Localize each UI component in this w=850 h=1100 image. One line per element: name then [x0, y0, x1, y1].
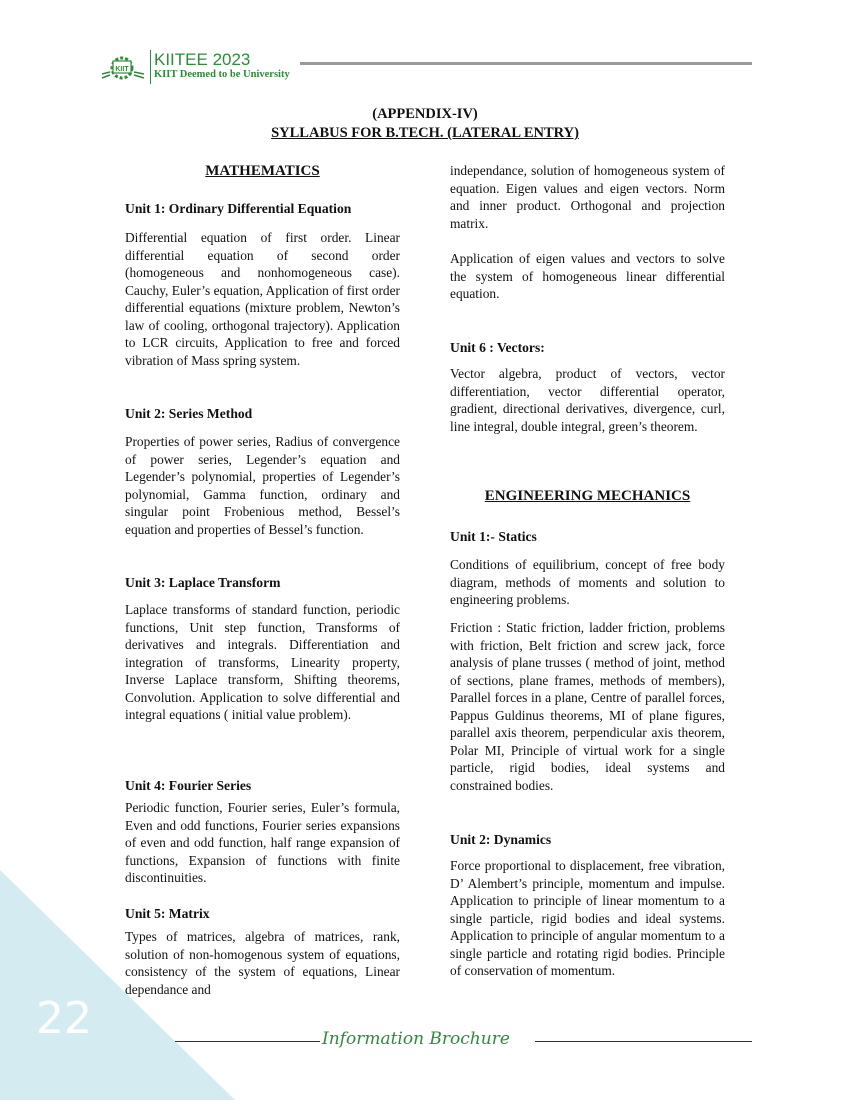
math-unit4-text: Periodic function, Fourier series, Euler’s formula, Even and odd functions, Fourier series expansions of even and odd function, half range expansion of functions, Expansion of functions with finite discontinuities.: [125, 800, 400, 885]
math-unit6-text: Vector algebra, product of vectors, vector differentiation, vector differential operator, gradient, directional derivatives, divergence, curl, line integral, double integral, green’s theorem.: [450, 366, 725, 434]
engineering-mechanics-title: ENGINEERING MECHANICS: [484, 488, 691, 504]
header-rule: [300, 62, 752, 65]
syllabus-title: SYLLABUS FOR B.TECH. (LATERAL ENTRY): [271, 125, 579, 141]
math-unit3-text: Laplace transforms of standard function, periodic functions, Unit step function, Transforms of derivatives and integrals. Differentiation and integration of transforms, Linearity property, Inverse Laplace transform, Shifting theorems, Convolution. Application to solve differential and integral equations ( initial value problem).: [125, 602, 400, 722]
math-unit5-text: Types of matrices, algebra of matrices, rank, solution of non-homogenous system of equations, consistency of the system of equations, Linear dependance and: [125, 929, 400, 997]
appendix-label: (APPENDIX-IV): [372, 106, 478, 122]
brochure-label: Information Brochure: [322, 1029, 510, 1049]
math-unit1-heading: Unit 1: Ordinary Differential Equation: [125, 201, 352, 216]
mathematics-title: MATHEMATICS: [205, 163, 320, 179]
em-unit2-text: Force proportional to displacement, free vibration, D’ Alembert’s principle, momentum and impulse. Application to principle of linear momentum to a single particle, rigid bodies and ideal systems. Application to principle of angular momentum to a single particle and rotating rigid bodies. Principle of conservation of momentum.: [450, 858, 725, 978]
svg-text:KIIT: KIIT: [115, 66, 129, 73]
em-unit1-text: Conditions of equilibrium, concept of free body diagram, methods of moments and solution to engineering problems.: [450, 557, 725, 607]
em-unit2-heading: Unit 2: Dynamics: [450, 832, 552, 847]
math-unit5-application: Application of eigen values and vectors to solve the system of homogeneous linear differential equation.: [450, 251, 725, 301]
math-unit5-heading: Unit 5: Matrix: [125, 906, 210, 921]
logo-divider: [150, 50, 151, 84]
math-unit2-text: Properties of power series, Radius of convergence of power series, Legender’s equation and Legender’s polynomial, properties of Legender’s polynomial, Gamma function, ordinary and singular point Frobenious method, Bessel’s equation and properties of Bessel’s function.: [125, 434, 400, 537]
page-corner-triangle: [0, 870, 240, 1100]
math-unit2-heading: Unit 2: Series Method: [125, 406, 253, 421]
logo-title: KIITEE 2023: [154, 50, 251, 69]
footer-rule-left: [175, 1041, 320, 1042]
footer-rule-right: [535, 1041, 752, 1042]
logo-subtitle: KIIT Deemed to be University: [154, 69, 290, 80]
math-unit3-heading: Unit 3: Laplace Transform: [125, 575, 281, 590]
math-unit4-heading: Unit 4: Fourier Series: [125, 778, 252, 793]
math-unit6-heading: Unit 6 : Vectors:: [450, 340, 545, 355]
em-unit1-heading: Unit 1:- Statics: [450, 529, 537, 544]
em-unit1-friction-text: Friction : Static friction, ladder friction, problems with friction, Belt friction and screw jack, force analysis of plane trusses ( method of joint, method of sections, plane frames, methods of members), Parallel forces in a plane, Centre of parallel forces, Pappus Guldinus theorems, MI of plane figures, parallel axis theorem, perpendicular axis theorem, Polar MI, Principle of virtual work for a single particle, rigid bodies, ideal systems and constrained bodies.: [450, 620, 725, 793]
kiit-emblem-icon: [100, 52, 148, 82]
math-unit5-text-continued: independance, solution of homogeneous system of equation. Eigen values and eigen vectors. Norm and inner product. Orthogonal and projection matrix.: [450, 163, 725, 231]
kiit-logo: [100, 50, 300, 84]
page-number: 22: [36, 993, 92, 1044]
math-unit1-text: Differential equation of first order. Linear differential equation of second order (homogeneous and nonhomogeneous case). Cauchy, Euler’s equation, Application of first order differential equations (mixture problem, Newton’s law of cooling, orthogonal trajectory). Application to LCR circuits, Application to free and forced vibration of Mass spring system.: [125, 230, 400, 368]
